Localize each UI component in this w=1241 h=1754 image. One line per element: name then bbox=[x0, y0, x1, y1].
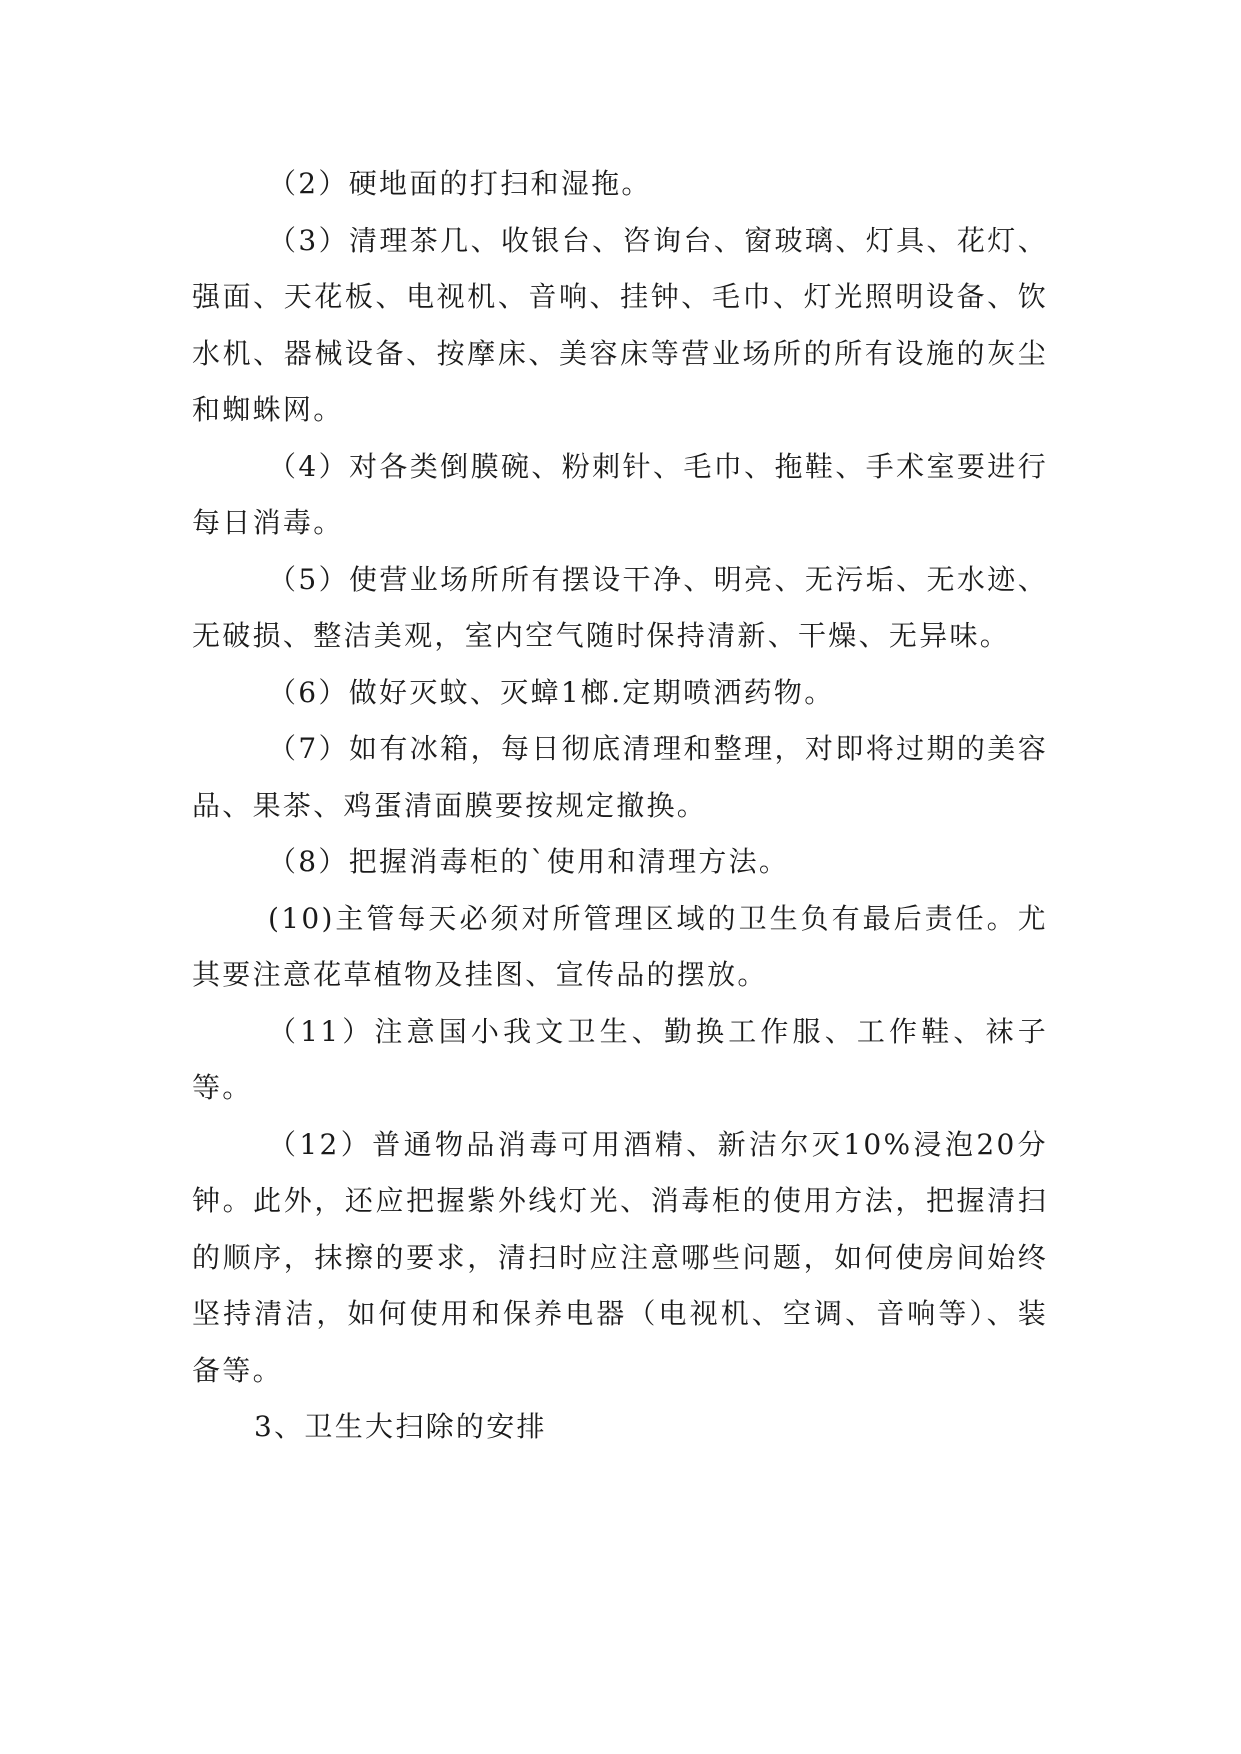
paragraph-item-10: (10)主管每天必须对所管理区域的卫生负有最后责任。尤其要注意花草植物及挂图、宣传品的摆放。 bbox=[192, 901, 1048, 991]
paragraph-item-5: （5）使营业场所所有摆设干净、明亮、无污垢、无水迹、无破损、整洁美观，室内空气随时保持清新、干燥、无异味。 bbox=[192, 562, 1048, 652]
paragraph-item-8: （8）把握消毒柜的`使用和清理方法。 bbox=[268, 845, 790, 878]
paragraph-item-11: （11）注意国小我文卫生、勤换工作服、工作鞋、袜子等。 bbox=[192, 1014, 1048, 1104]
paragraph-item-12: （12）普通物品消毒可用酒精、新洁尔灭10%浸泡20分钟。此外，还应把握紫外线灯光、消毒柜的使用方法，把握清扫的顺序，抹擦的要求，清扫时应注意哪些问题，如何使房间始终坚持清洁，如何使用和保养电器（电视机、空调、音响等）、装备等。 bbox=[192, 1127, 1048, 1387]
paragraph-item-4: （4）对各类倒膜碗、粉刺针、毛巾、拖鞋、手术室要进行每日消毒。 bbox=[192, 449, 1048, 539]
paragraph-item-3: （3）清理茶几、收银台、咨询台、窗玻璃、灯具、花灯、强面、天花板、电视机、音响、挂钟、毛巾、灯光照明设备、饮水机、器械设备、按摩床、美容床等营业场所的所有设施的灰尘和蜘蛛网。 bbox=[192, 223, 1048, 426]
section-heading: 3、卫生大扫除的安排 bbox=[254, 1410, 547, 1443]
paragraph-item-7: （7）如有冰箱，每日彻底清理和整理，对即将过期的美容品、果茶、鸡蛋清面膜要按规定撤换。 bbox=[192, 732, 1048, 822]
paragraph-item-6: （6）做好灭蚊、灭蟑1榔.定期喷洒药物。 bbox=[268, 675, 835, 709]
document-body bbox=[192, 156, 1048, 1456]
paragraph-item-2: （2）硬地面的打扫和湿拖。 bbox=[268, 167, 652, 200]
